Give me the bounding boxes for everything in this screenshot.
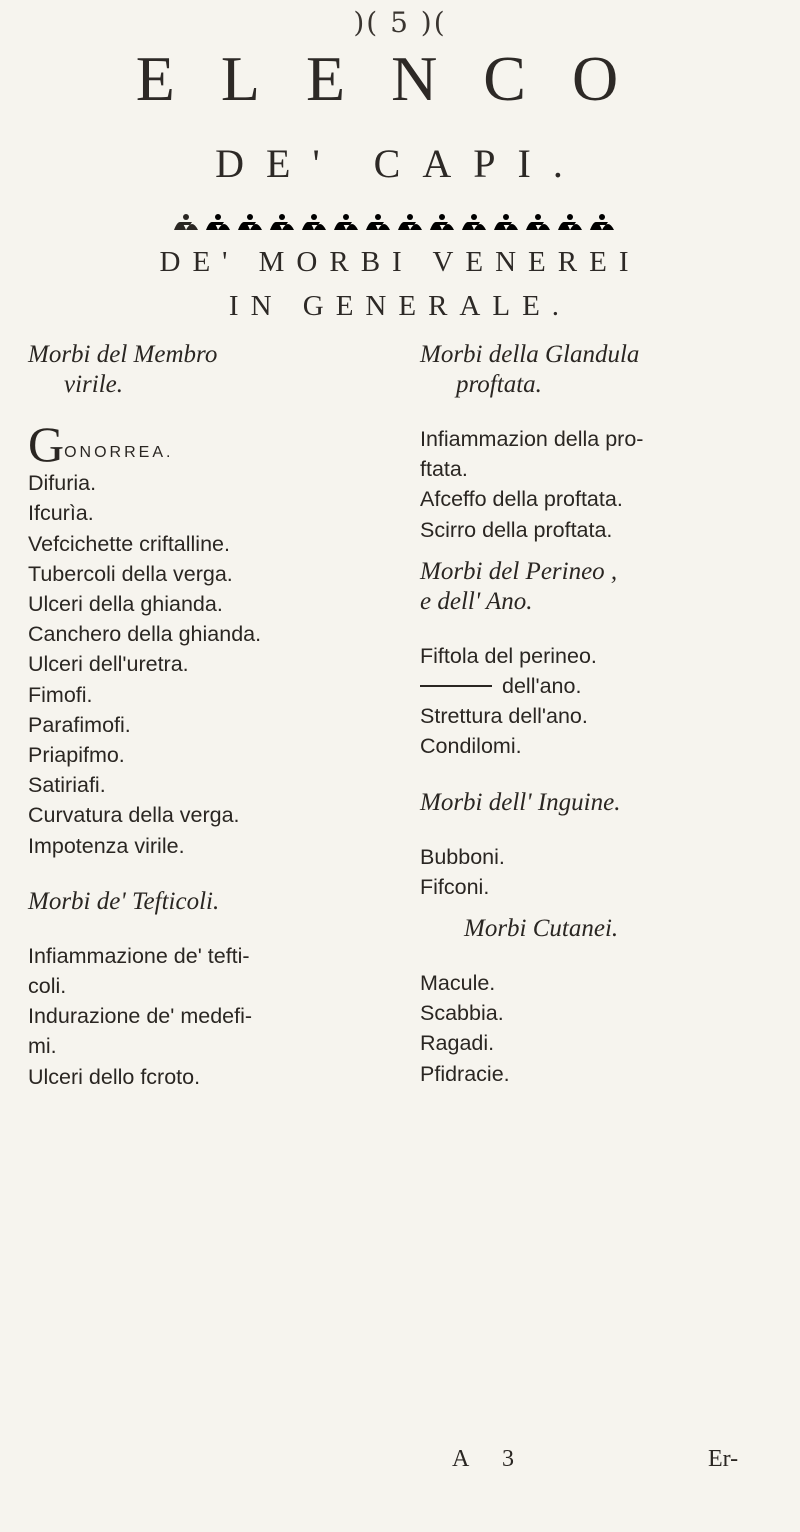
- list-item: [420, 671, 790, 701]
- heading-line: Morbi del Membro: [28, 341, 218, 368]
- list-item: Strettura dell'ano.: [420, 704, 588, 729]
- list-item-text: ONORREA.: [64, 444, 174, 461]
- heading-line: e dell' Ano.: [420, 587, 533, 615]
- list-item: Parafimofi.: [28, 712, 131, 737]
- heading-glandula-prostata: [420, 340, 790, 400]
- list-item: Priapifmo.: [28, 743, 125, 768]
- heading-line: Morbi della Glandula: [420, 341, 640, 368]
- list-item: ftata.: [420, 457, 468, 482]
- list-item: coli.: [28, 974, 67, 999]
- signature-mark: A 3: [452, 1446, 529, 1472]
- ditto-dash: [420, 685, 492, 687]
- list-item: Pfidracie.: [420, 1061, 510, 1086]
- list-item: Tubercoli della verga.: [28, 561, 233, 586]
- list-item: Infiammazion della pro-: [420, 427, 644, 451]
- heading-line: proftata.: [456, 371, 542, 398]
- list-item: mi.: [28, 1034, 57, 1059]
- list-item: Vefcichette criftalline.: [28, 531, 230, 556]
- fleuron-row-icon: [170, 208, 630, 236]
- list-item: Ulceri dello fcroto.: [28, 1064, 201, 1089]
- list-item: Impotenza virile.: [28, 833, 185, 858]
- list-item: Macule.: [420, 971, 496, 996]
- heading-inguine: Morbi dell' Inguine.: [420, 788, 621, 816]
- heading-cutanei: Morbi Cutanei.: [464, 915, 619, 943]
- ornament-band: [0, 208, 800, 236]
- list-item: Satiriafi.: [28, 773, 106, 798]
- list-item: Fifconi.: [420, 874, 490, 899]
- catchword: Er-: [708, 1446, 739, 1472]
- page-title: ELENCO: [135, 43, 665, 114]
- page-subtitle: DE' CAPI.: [215, 141, 585, 186]
- list-item: Ulceri dell'uretra.: [28, 652, 189, 677]
- page-number: )( 5 )(: [353, 6, 447, 39]
- heading-line: virile.: [64, 371, 124, 398]
- right-column: [420, 340, 790, 1089]
- heading-line: Morbi del Perineo ,: [420, 557, 618, 585]
- list-item: Bubboni.: [420, 844, 505, 869]
- list-item: [28, 416, 388, 472]
- list-item: Scabbia.: [420, 1001, 504, 1026]
- left-column: [28, 340, 388, 1092]
- list-item: Canchero della ghianda.: [28, 622, 262, 647]
- list-item: Fiftola del perineo.: [420, 643, 597, 668]
- list-item: Infiammazione de' tefti-: [28, 943, 250, 968]
- heading-perineo-ano: [420, 557, 790, 617]
- list-item: Scirro della proftata.: [420, 517, 613, 542]
- list-item: Ragadi.: [420, 1031, 495, 1056]
- list-item: Curvatura della verga.: [28, 803, 240, 828]
- heading-testicoli: Morbi de' Tefticoli.: [28, 887, 220, 915]
- list-item: Ulceri della ghianda.: [28, 592, 223, 617]
- heading-membro-virile: [28, 340, 388, 400]
- list-item: Afceffo della proftata.: [420, 487, 623, 512]
- drop-cap: G: [28, 416, 65, 472]
- list-item-text: dell'ano.: [502, 674, 582, 699]
- section-title-line2: IN GENERALE.: [228, 290, 572, 322]
- section-title-line1: DE' MORBI VENEREI: [159, 246, 641, 278]
- list-item: Ifcurìa.: [28, 501, 94, 526]
- list-item: Fimofi.: [28, 682, 93, 707]
- list-item: Indurazione de' medefi-: [28, 1004, 253, 1029]
- list-item: Condilomi.: [420, 734, 522, 759]
- list-item: Difuria.: [28, 471, 97, 496]
